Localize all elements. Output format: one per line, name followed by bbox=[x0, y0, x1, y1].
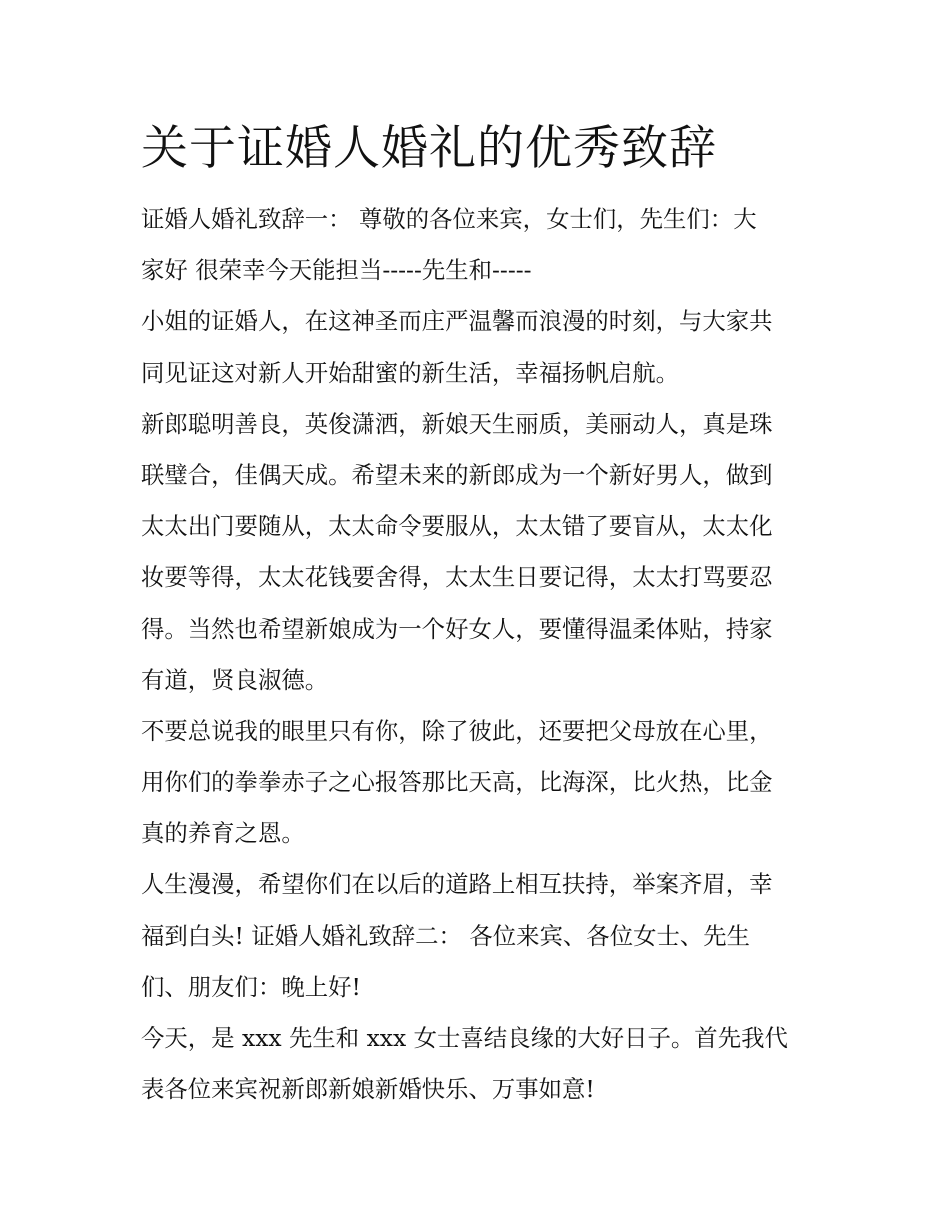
paragraph-1 bbox=[141, 194, 821, 296]
text-line: 今天，是 xxx 先生和 xxx 女士喜结良缘的大好日子。首先我代 bbox=[141, 1024, 788, 1052]
text-line: 有道，贤良淑德。 bbox=[141, 665, 329, 694]
paragraph-5 bbox=[141, 859, 821, 1013]
text-line: 太太出门要随从，太太命令要服从，太太错了要盲从，太太化 bbox=[141, 512, 773, 541]
text-line: 福到白头! 证婚人婚礼致辞二： 各位来宾、各位女士、先生 bbox=[141, 921, 751, 950]
text-line: 证婚人婚礼致辞一： 尊敬的各位来宾，女士们，先生们：大 bbox=[141, 205, 757, 233]
document-body bbox=[141, 118, 821, 1115]
text-line: 联璧合，佳偶天成。希望未来的新郎成为一个新好男人，做到 bbox=[141, 460, 773, 489]
paragraph-2 bbox=[141, 296, 821, 398]
text-line: 真的养育之恩。 bbox=[141, 819, 305, 848]
paragraph-3 bbox=[141, 399, 821, 706]
text-line: 新郎聪明善良，英俊潇洒，新娘天生丽质，美丽动人，真是珠 bbox=[141, 409, 773, 438]
text-line: 用你们的拳拳赤子之心报答那比天高，比海深，比火热，比金 bbox=[141, 768, 773, 797]
text-line: 得。当然也希望新娘成为一个好女人，要懂得温柔体贴，持家 bbox=[141, 614, 773, 643]
text-line: 妆要等得，太太花钱要舍得，太太生日要记得，太太打骂要忍 bbox=[141, 563, 773, 592]
text-line: 家好 很荣幸今天能担当-----先生和----- bbox=[141, 256, 532, 285]
paragraph-6 bbox=[141, 1013, 821, 1115]
paragraph-4 bbox=[141, 706, 821, 860]
document-title: 关于证婚人婚礼的优秀致辞 bbox=[141, 121, 717, 176]
text-line: 同见证这对新人开始甜蜜的新生活，幸福扬帆启航。 bbox=[141, 358, 679, 387]
text-line: 不要总说我的眼里只有你，除了彼此，还要把父母放在心里， bbox=[141, 716, 773, 745]
text-line: 表各位来宾祝新郎新娘新婚快乐、万事如意! bbox=[141, 1075, 595, 1104]
text-line: 人生漫漫，希望你们在以后的道路上相互扶持，举案齐眉，幸 bbox=[141, 870, 773, 899]
text-line: 们、朋友们：晚上好! bbox=[141, 972, 361, 1001]
text-line: 小姐的证婚人，在这神圣而庄严温馨而浪漫的时刻，与大家共 bbox=[141, 307, 773, 336]
